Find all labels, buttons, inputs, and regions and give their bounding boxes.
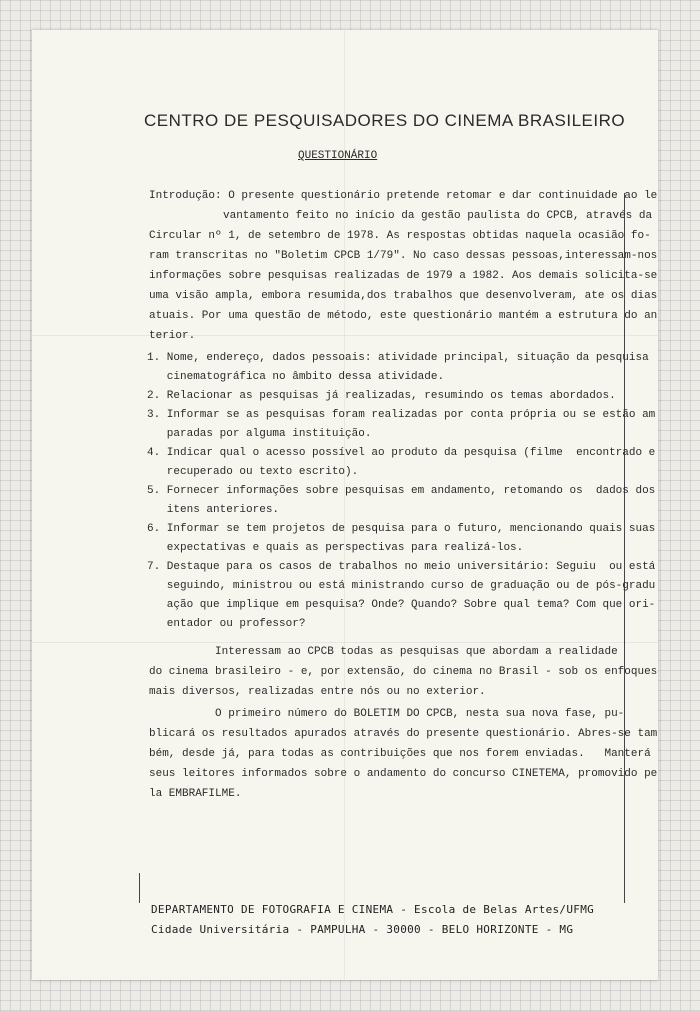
- text-line: bém, desde já, para todas as contribuições que nos forem enviadas. Manterá: [149, 748, 651, 760]
- list-item: seguindo, ministrou ou está ministrando curso de graduação ou de pós-gradu: [147, 580, 656, 592]
- fold-line: [344, 30, 345, 980]
- text-line: terior.: [149, 330, 196, 342]
- text-line: do cinema brasileiro - e, por extensão, do cinema no Brasil - sob os enfoques: [149, 666, 658, 678]
- margin-rule: [139, 873, 140, 903]
- list-item: entador ou professor?: [147, 618, 306, 630]
- list-item: cinematográfica no âmbito dessa atividade.: [147, 371, 445, 383]
- text-line: Circular nº 1, de setembro de 1978. As respostas obtidas naquela ocasião fo-: [149, 230, 651, 242]
- text-line: uma visão ampla, embora resumida,dos trabalhos que desenvolveram, ate os dias: [149, 290, 658, 302]
- list-item: 2. Relacionar as pesquisas já realizadas, resumindo os temas abordados.: [147, 390, 616, 402]
- text-line: O primeiro número do BOLETIM DO CPCB, nesta sua nova fase, pu-: [149, 708, 625, 720]
- page-title: CENTRO DE PESQUISADORES DO CINEMA BRASILEIRO: [144, 111, 626, 130]
- text-line: informações sobre pesquisas realizadas de 1979 a 1982. Aos demais solicita-se: [149, 270, 658, 282]
- list-item: 1. Nome, endereço, dados pessoais: atividade principal, situação da pesquisa: [147, 352, 649, 364]
- text-line: mais diversos, realizadas entre nós ou no exterior.: [149, 686, 486, 698]
- text-line: ram transcritas no "Boletim CPCB 1/79". No caso dessas pessoas,interessam-nos: [149, 250, 658, 262]
- list-item: 3. Informar se as pesquisas foram realizadas por conta própria ou se estão am: [147, 409, 656, 421]
- footer-line: Cidade Universitária - PAMPULHA - 30000 - BELO HORIZONTE - MG: [151, 923, 574, 936]
- list-item: 7. Destaque para os casos de trabalhos no meio universitário: Seguiu ou está: [147, 561, 656, 573]
- list-item: itens anteriores.: [147, 504, 280, 516]
- text-line: Interessam ao CPCB todas as pesquisas que abordam a realidade: [149, 646, 618, 658]
- list-item: 6. Informar se tem projetos de pesquisa para o futuro, mencionando quais suas: [147, 523, 656, 535]
- text-line: blicará os resultados apurados através do presente questionário. Abres-se tam: [149, 728, 658, 740]
- list-item: 5. Fornecer informações sobre pesquisas em andamento, retomando os dados dos: [147, 485, 656, 497]
- list-item: expectativas e quais as perspectivas para realizá-los.: [147, 542, 524, 554]
- text-line: atuais. Por uma questão de método, este questionário mantém a estrutura do an: [149, 310, 658, 322]
- text-line: Introdução: O presente questionário pretende retomar e dar continuidade ao le: [149, 190, 658, 202]
- list-item: paradas por alguma instituição.: [147, 428, 372, 440]
- document-page: [32, 30, 658, 980]
- list-item: recuperado ou texto escrito).: [147, 466, 359, 478]
- fold-line: [32, 335, 658, 336]
- text-line: vantamento feito no início da gestão paulista do CPCB, através da: [223, 210, 653, 222]
- footer-line: DEPARTAMENTO DE FOTOGRAFIA E CINEMA - Escola de Belas Artes/UFMG: [151, 903, 595, 916]
- list-item: 4. Indicar qual o acesso possível ao produto da pesquisa (filme encontrado e: [147, 447, 656, 459]
- text-line: seus leitores informados sobre o andamento do concurso CINETEMA, promovido pe: [149, 768, 658, 780]
- text-line: la EMBRAFILME.: [149, 788, 242, 800]
- page-subtitle: QUESTIONÁRIO: [298, 150, 378, 162]
- list-item: ação que implique em pesquisa? Onde? Quando? Sobre qual tema? Com que ori-: [147, 599, 656, 611]
